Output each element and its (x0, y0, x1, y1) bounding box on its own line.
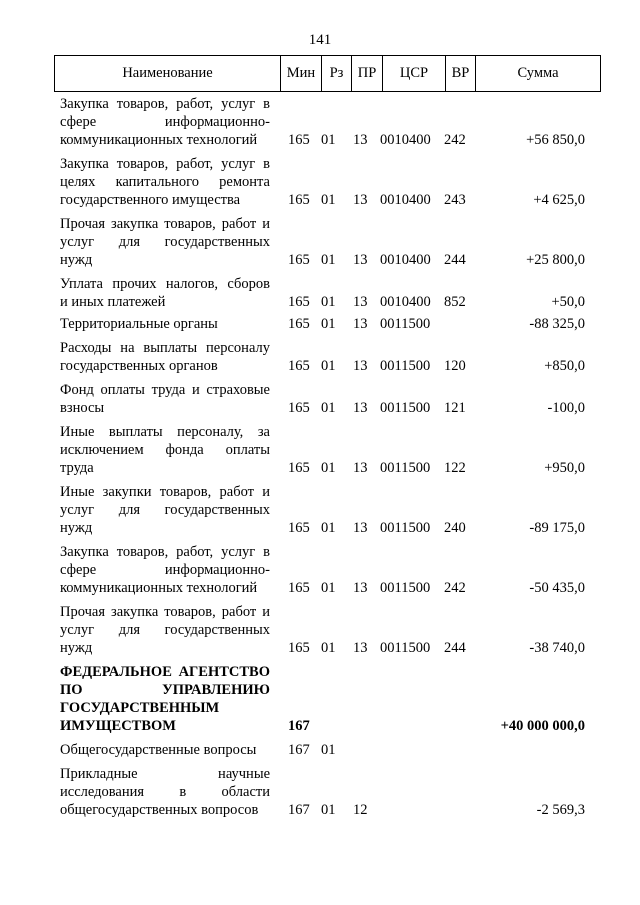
table-row (0, 543, 640, 597)
cell-pr: 13 (353, 640, 368, 656)
row-name-line: Закупка товаров, работ, услуг в (60, 156, 270, 172)
cell-rz: 01 (321, 400, 336, 416)
row-name-line: Фонд оплаты труда и страховые (60, 382, 270, 398)
row-name (60, 215, 270, 269)
cell-csr: 0010400 (380, 294, 431, 310)
row-name-line: нужд (60, 252, 93, 268)
cell-sum: +4 625,0 (533, 192, 585, 208)
row-name-line: труда (60, 460, 94, 476)
cell-csr: 0010400 (380, 252, 431, 268)
cell-rz: 01 (321, 802, 336, 818)
row-name-line: нужд (60, 520, 93, 536)
row-name (60, 155, 270, 209)
row-name-line: общегосударственных вопросов (60, 802, 259, 818)
cell-pr: 13 (353, 316, 368, 332)
cell-rz: 01 (321, 316, 336, 332)
row-name-line: исключением фонда оплаты (60, 442, 270, 458)
cell-vr: 244 (444, 640, 466, 656)
header-min: Мин (280, 56, 321, 91)
row-name (60, 543, 270, 597)
cell-min: 165 (288, 580, 310, 596)
table-row (0, 741, 640, 759)
row-name-line: Иные выплаты персоналу, за (60, 424, 270, 440)
cell-pr: 13 (353, 460, 368, 476)
cell-sum: -2 569,3 (536, 802, 585, 818)
cell-vr: 852 (444, 294, 466, 310)
row-name-line: Прочая закупка товаров, работ и (60, 604, 270, 620)
row-name-line: Прочая закупка товаров, работ и (60, 216, 270, 232)
cell-rz: 01 (321, 132, 336, 148)
cell-min: 165 (288, 358, 310, 374)
row-name-line: и иных платежей (60, 294, 166, 310)
row-name-line: коммуникационных технологий (60, 580, 258, 596)
row-name-line: Расходы на выплаты персоналу (60, 340, 270, 356)
table-row (0, 765, 640, 819)
cell-min: 165 (288, 294, 310, 310)
cell-sum: +56 850,0 (526, 132, 585, 148)
cell-csr: 0011500 (380, 520, 431, 536)
row-name-line: взносы (60, 400, 105, 416)
cell-pr: 13 (353, 580, 368, 596)
row-name-line: целях капитального ремонта (60, 174, 270, 190)
row-name-line: Территориальные органы (60, 316, 218, 332)
cell-min: 165 (288, 252, 310, 268)
cell-pr: 12 (353, 802, 368, 818)
cell-sum: -88 325,0 (529, 316, 585, 332)
cell-rz: 01 (321, 520, 336, 536)
cell-min: 165 (288, 460, 310, 476)
row-name-line: нужд (60, 640, 93, 656)
cell-vr: 121 (444, 400, 466, 416)
cell-csr: 0010400 (380, 132, 431, 148)
cell-vr: 244 (444, 252, 466, 268)
cell-csr: 0011500 (380, 400, 431, 416)
cell-min: 165 (288, 192, 310, 208)
cell-rz: 01 (321, 742, 336, 758)
cell-pr: 13 (353, 400, 368, 416)
row-name (60, 381, 270, 417)
cell-sum: -100,0 (547, 400, 585, 416)
row-name (60, 339, 270, 375)
row-name-line: Уплата прочих налогов, сборов (60, 276, 270, 292)
row-name-line: ИМУЩЕСТВОМ (60, 718, 176, 734)
row-name-line: государственного имущества (60, 192, 241, 208)
row-name-line: ФЕДЕРАЛЬНОЕ АГЕНТСТВО (60, 664, 270, 680)
cell-sum: +50,0 (551, 294, 585, 310)
table-row (0, 603, 640, 657)
cell-pr: 13 (353, 192, 368, 208)
row-name-line: коммуникационных технологий (60, 132, 258, 148)
cell-csr: 0011500 (380, 580, 431, 596)
cell-pr: 13 (353, 252, 368, 268)
cell-min: 165 (288, 640, 310, 656)
table-row (0, 215, 640, 269)
header-csr: ЦСР (382, 56, 445, 91)
table-row (0, 339, 640, 375)
cell-vr: 120 (444, 358, 466, 374)
row-name-line: услуг для государственных (60, 622, 270, 638)
cell-sum: -50 435,0 (529, 580, 585, 596)
header-vr: ВР (445, 56, 475, 91)
cell-csr: 0011500 (380, 640, 431, 656)
row-name-line: Общегосударственные вопросы (60, 742, 257, 758)
cell-pr: 13 (353, 132, 368, 148)
cell-csr: 0011500 (380, 460, 431, 476)
cell-min: 165 (288, 400, 310, 416)
cell-pr: 13 (353, 294, 368, 310)
cell-min: 167 (288, 742, 310, 758)
row-name (60, 603, 270, 657)
page-number: 141 (308, 32, 332, 48)
cell-rz: 01 (321, 460, 336, 476)
cell-vr: 240 (444, 520, 466, 536)
cell-rz: 01 (321, 252, 336, 268)
row-name-line: услуг для государственных (60, 234, 270, 250)
cell-csr: 0010400 (380, 192, 431, 208)
cell-min: 165 (288, 132, 310, 148)
cell-csr: 0011500 (380, 316, 431, 332)
header-rz: Рз (321, 56, 351, 91)
table-row (0, 95, 640, 149)
cell-vr: 242 (444, 580, 466, 596)
cell-sum: +950,0 (544, 460, 585, 476)
row-name-line: ПО УПРАВЛЕНИЮ (60, 682, 270, 698)
row-name (60, 765, 270, 819)
cell-sum: +40 000 000,0 (500, 718, 585, 734)
row-name-line: услуг для государственных (60, 502, 270, 518)
cell-min: 167 (288, 718, 310, 734)
table-row (0, 315, 640, 333)
cell-sum: +25 800,0 (526, 252, 585, 268)
row-name-line: сфере информационно- (60, 114, 270, 130)
row-name (60, 483, 270, 537)
cell-vr: 242 (444, 132, 466, 148)
cell-vr: 243 (444, 192, 466, 208)
table-header (54, 55, 601, 92)
row-name-line: Прикладные научные (60, 766, 270, 782)
cell-rz: 01 (321, 294, 336, 310)
header-sum: Сумма (475, 56, 600, 91)
row-name-line: Закупка товаров, работ, услуг в (60, 544, 270, 560)
row-name-line: сфере информационно- (60, 562, 270, 578)
cell-sum: -38 740,0 (529, 640, 585, 656)
row-name (60, 663, 270, 735)
table-row (0, 423, 640, 477)
header-pr: ПР (351, 56, 382, 91)
header-name: Наименование (122, 65, 213, 81)
row-name-line: ГОСУДАРСТВЕННЫМ (60, 700, 220, 716)
cell-vr: 122 (444, 460, 466, 476)
cell-pr: 13 (353, 520, 368, 536)
cell-csr: 0011500 (380, 358, 431, 374)
cell-min: 165 (288, 520, 310, 536)
row-name (60, 95, 270, 149)
table-row (0, 275, 640, 311)
table-row (0, 381, 640, 417)
row-name (60, 423, 270, 477)
cell-rz: 01 (321, 640, 336, 656)
row-name (60, 275, 270, 311)
table-row (0, 663, 640, 735)
table-row (0, 483, 640, 537)
row-name-line: государственных органов (60, 358, 218, 374)
table-body (0, 95, 640, 825)
cell-rz: 01 (321, 358, 336, 374)
cell-rz: 01 (321, 192, 336, 208)
row-name-line: Иные закупки товаров, работ и (60, 484, 270, 500)
table-row (0, 155, 640, 209)
cell-min: 165 (288, 316, 310, 332)
cell-rz: 01 (321, 580, 336, 596)
cell-min: 167 (288, 802, 310, 818)
row-name (60, 315, 270, 333)
row-name (60, 741, 270, 759)
cell-pr: 13 (353, 358, 368, 374)
cell-sum: -89 175,0 (529, 520, 585, 536)
row-name-line: Закупка товаров, работ, услуг в (60, 96, 270, 112)
cell-sum: +850,0 (544, 358, 585, 374)
row-name-line: исследования в области (60, 784, 270, 800)
